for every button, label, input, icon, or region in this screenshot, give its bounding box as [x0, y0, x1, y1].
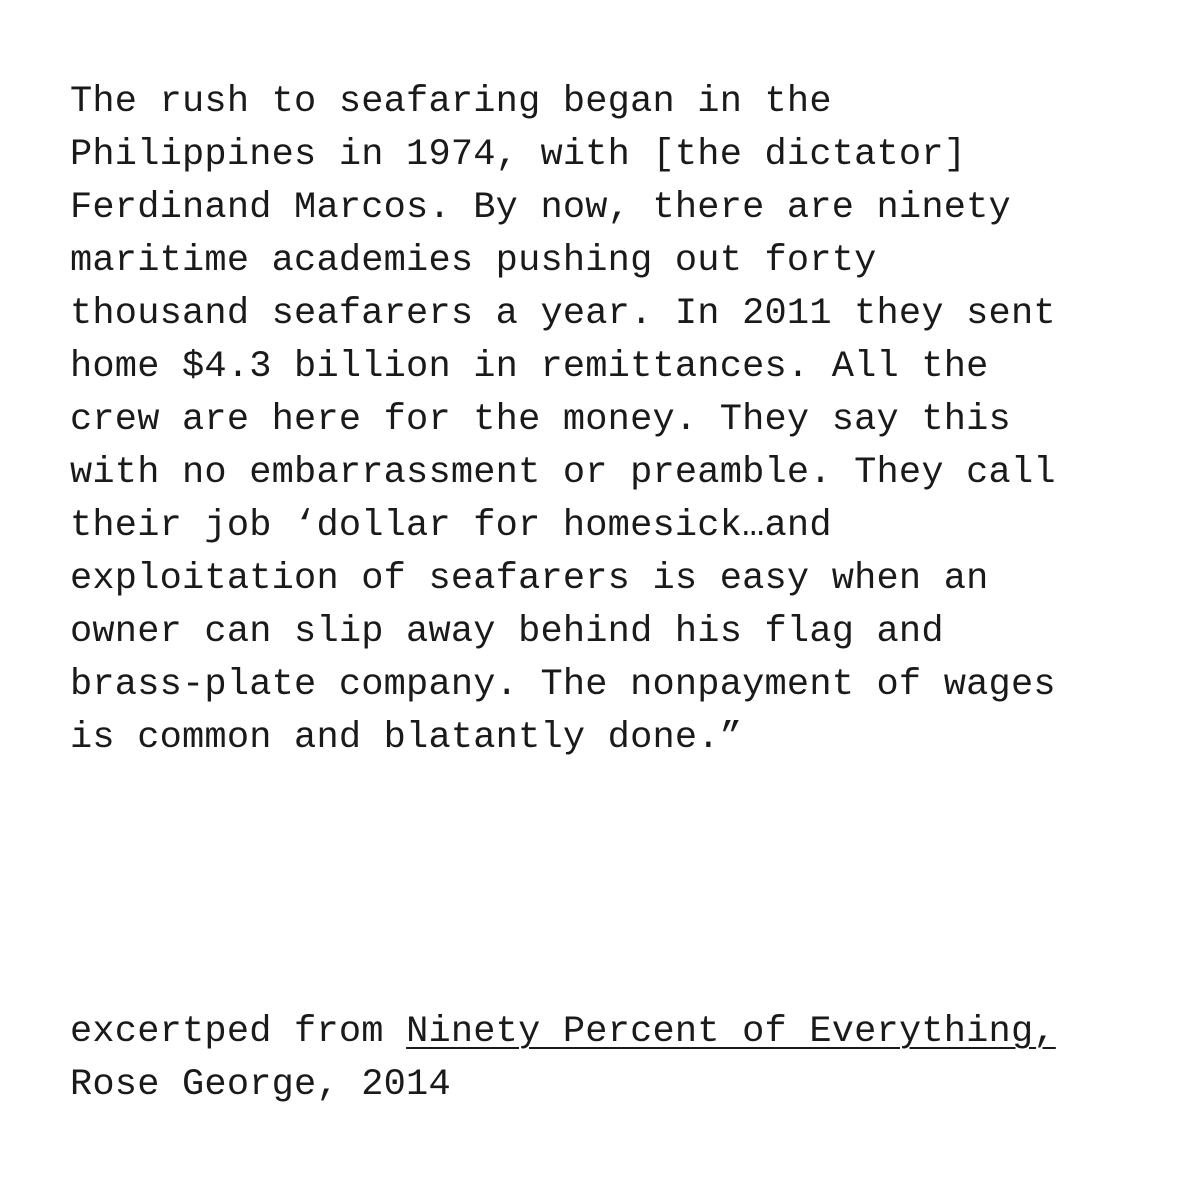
quote-line: The rush to seafaring began in the: [70, 81, 832, 123]
citation: [70, 1006, 1150, 1112]
book-title: Ninety Percent of Everything,: [406, 1011, 1056, 1053]
quote-line: crew are here for the money. They say this: [70, 399, 1011, 441]
quote-body: [70, 76, 1150, 765]
quote-line: thousand seafarers a year. In 2011 they sent: [70, 293, 1056, 335]
quote-line: maritime academies pushing out forty: [70, 240, 877, 282]
quote-line: exploitation of seafarers is easy when an: [70, 558, 989, 600]
quote-line: owner can slip away behind his flag and: [70, 611, 944, 653]
quote-line: Philippines in 1974, with [the dictator]: [70, 134, 967, 176]
quote-line: Ferdinand Marcos. By now, there are ninety: [70, 187, 1011, 229]
quote-line: home $4.3 billion in remittances. All the: [70, 346, 989, 388]
quote-line: with no embarrassment or preamble. They call: [70, 452, 1056, 494]
citation-author-year: Rose George, 2014: [70, 1064, 451, 1106]
citation-source-line: [70, 1006, 1150, 1059]
citation-prefix: excertped from: [70, 1011, 407, 1053]
quote-line: brass-plate company. The nonpayment of wages: [70, 664, 1056, 706]
quote-line: their job ‘dollar for homesick…and: [70, 505, 832, 547]
quote-line: is common and blatantly done.”: [70, 717, 743, 759]
